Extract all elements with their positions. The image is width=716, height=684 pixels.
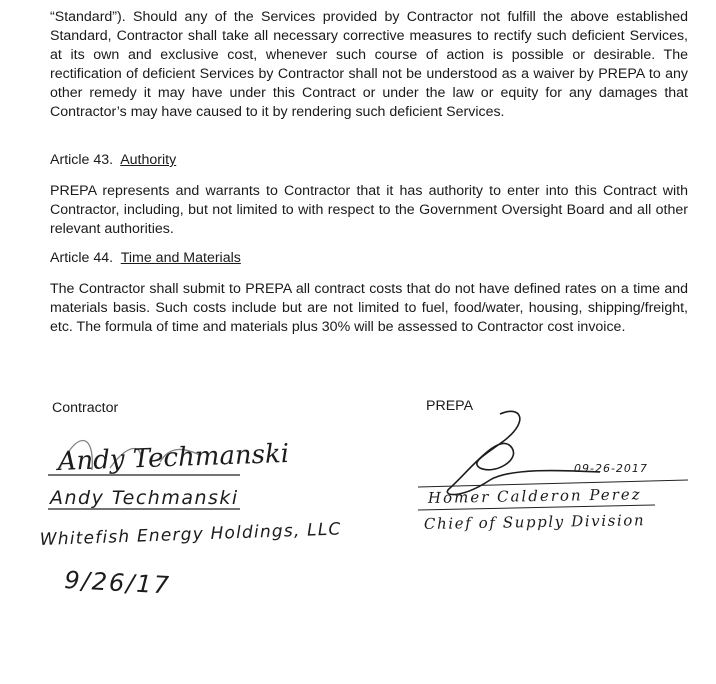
article-43-number: Article 43. [50,152,114,168]
prepa-signature-scribble [447,411,600,494]
article-44-number: Article 44. [50,250,114,266]
contractor-company: Whitefish Energy Holdings, LLC [39,519,342,550]
prepa-name: Homer Calderon Perez [427,485,642,507]
contractor-label: Contractor [52,400,119,416]
prepa-date: 09-26-2017 [574,462,648,475]
contractor-name: Andy Techmanski [50,487,239,509]
contractor-signature: Andy Techmanski [57,438,290,477]
contractor-date: 9/26/17 [63,566,172,600]
paragraph-standard-rectification: “Standard”). Should any of the Services provided by Contractor not fulfill the above established Standard, Contractor shall take all necessary corrective measures to rectify such deficient Services, at its own and exclusive cost, whenever such course of action is possible or desirable. The rectification of deficient Services by Contractor shall not be understood as a waiver by PREPA to any other remedy it may have under this Contract or under the law or equity for any damages that Contractor’s may have caused to it by rendering such deficient Services. [50,9,688,120]
prepa-label: PREPA [426,398,474,414]
paragraph-authority: PREPA represents and warrants to Contractor that it has authority to enter into this Contract with Contractor, including, but not limited to with respect to the Government Oversight Board and all other relevant authorities. [50,183,688,237]
article-43-title: Authority [120,152,177,168]
paragraph-time-and-materials: The Contractor shall submit to PREPA all contract costs that do not have defined rates on a time and materials basis. Such costs include but are not limited to fuel, food/water, housing, shipping/freight, etc. The formula of time and materials plus 30% will be assessed to Contractor cost invoice. [50,281,688,335]
article-44-title: Time and Materials [120,250,241,266]
prepa-title: Chief of Supply Division [423,511,646,533]
